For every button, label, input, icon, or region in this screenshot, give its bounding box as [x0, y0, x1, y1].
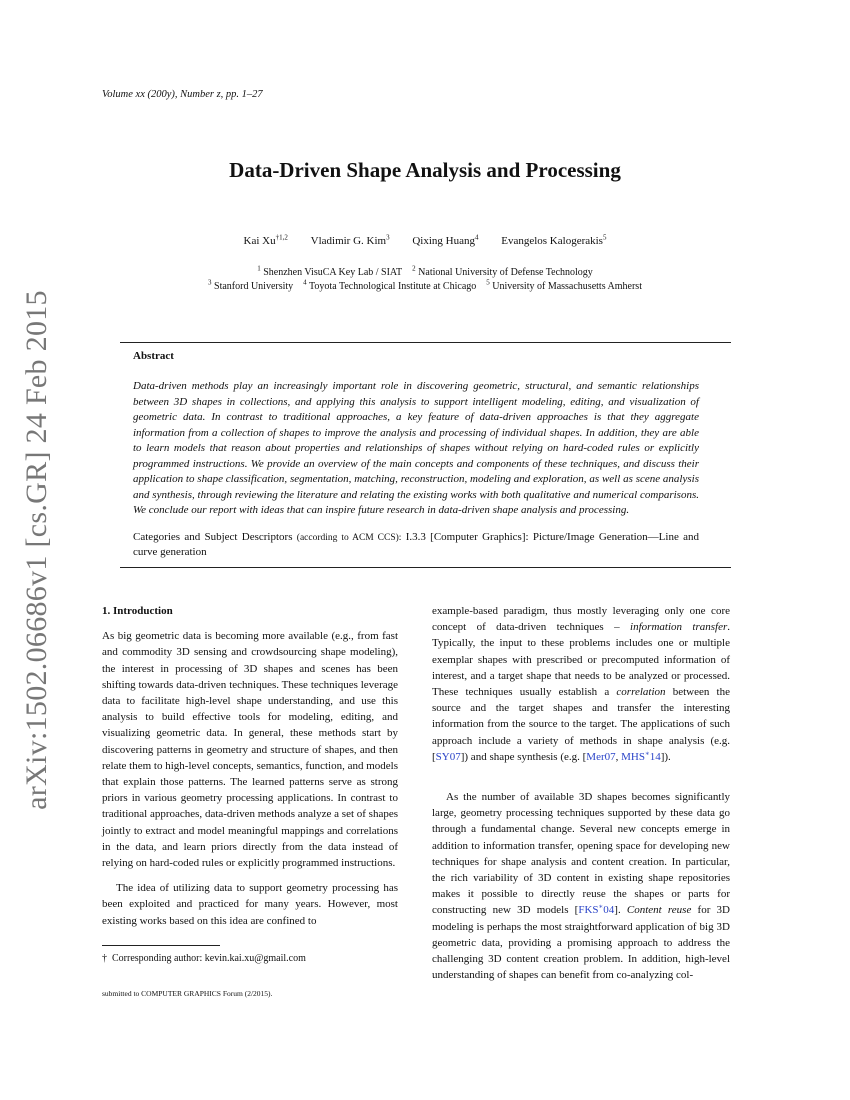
journal-volume-line: Volume xx (200y), Number z, pp. 1–27	[102, 89, 263, 100]
categories-label: Categories and Subject Descriptors	[133, 531, 293, 543]
intro-paragraph-2: The idea of utilizing data to support geometry processing has been exploited and practiced for many years. However, most existing works based on this idea are confined to	[102, 882, 398, 927]
affiliation-name: Stanford University	[214, 281, 294, 292]
affiliations-line-1	[0, 264, 850, 278]
section-heading-introduction: 1. Introduction	[102, 605, 173, 617]
author	[501, 235, 606, 247]
abstract-bottom-rule	[120, 567, 731, 568]
acm-categories	[133, 530, 699, 559]
affiliation-name: Shenzhen VisuCA Key Lab / SIAT	[263, 267, 403, 278]
affiliation-mark: 3	[208, 278, 212, 287]
author	[412, 235, 478, 247]
categories-note: (according to ACM CCS):	[296, 533, 402, 543]
citation-link[interactable]: FKS∗04	[578, 902, 615, 917]
affiliation-name: National University of Defense Technology	[418, 267, 593, 278]
footnote-mark: †	[102, 953, 107, 964]
author-affiliation-mark: †1,2	[275, 233, 288, 242]
author	[311, 235, 390, 247]
abstract-top-rule	[120, 342, 731, 343]
intro-paragraph-4: As the number of available 3D shapes becomes significantly large, geometry processing techniques supported by these data go through a fundamental change. Several new concepts emerge in addition to information transfer, opening space for developing new techniques for shape analysis and content creation. In particular, the rich variability of 3D content in existing shape repositories makes it possible to directly reuse the shapes or parts for constructing new 3D models [FKS∗04]. Content reuse for 3D modeling is perhaps the most straightforward application of big 3D geometric data, providing a promising approach to address the challenging 3D content creation problem. In addition, high-level understanding of shapes can benefit from co-analyzing col-	[432, 791, 730, 982]
author-affiliation-mark: 5	[602, 233, 607, 242]
citation-link[interactable]: SY07	[435, 750, 461, 763]
affiliation-name: Toyota Technological Institute at Chicago	[309, 281, 477, 292]
affiliation-mark: 4	[303, 278, 307, 287]
citation-link[interactable]: MHS∗14	[621, 749, 661, 763]
author-affiliation-mark: 3	[386, 233, 390, 242]
intro-paragraph-1: As big geometric data is becoming more available (e.g., from fast and commodity 3D sensing and crowdsourcing shape modeling), the interest in processing of 3D shapes and scenes has been shifting towards data-driven techniques. These techniques leverage data to facilitate high-level shape understanding, and use this analysis to build effective tools for modeling, editing, and visualizing geometric data. In general, these methods start by discovering patterns in geometry and structure of shapes, and then relate them to high-level concepts, semantics, function, and models that explain those patterns. The learned patterns serve as strong priors in various geometry processing applications. In contrast to traditional approaches, data-driven methods analyze a set of shapes jointly to extract and model meaningful mappings and correlations in the data, and learn priors directly from the data instead of relying on hard-coded rules or explicitly programmed instructions.	[102, 630, 398, 870]
left-column	[102, 603, 398, 929]
submission-footer: submitted to COMPUTER GRAPHICS Forum (2/2015).	[102, 989, 273, 998]
paper-title: Data-Driven Shape Analysis and Processing	[229, 158, 621, 182]
author-name: Kai Xu	[243, 235, 276, 247]
intro-paragraph-3: example-based paradigm, thus mostly leveraging only one core concept of data-driven techniques – information transfer. Typically, the input to these problems includes one or multiple exemplar shapes with prescribed or precomputed information of interest, and a target shape that needs to be analyzed or processed. These techniques usually establish a correlation between the source and the target shapes and transfer the interesting information from the source to the target. The applications of such approach include a variety of methods in shape analysis (e.g. [SY07]) and shape synthesis (e.g. [Mer07, MHS∗14]).	[432, 605, 730, 763]
footnote	[102, 953, 306, 964]
right-column	[432, 603, 730, 983]
abstract-text: Data-driven methods play an increasingly important role in discovering geometric, structural, and semantic relationships between 3D shapes in collections, and applying this analysis to support intelligent modeling, editing, and visualization of geometric data. In contrast to traditional approaches, a key feature of data-driven approaches is that they aggregate information from a collection of shapes to improve the analysis and processing of individual shapes. In addition, they are able to learn models that reason about properties and relationships of shapes without relying on hard-coded rules or explicitly programmed instructions. We provide an overview of the main concepts and components of these techniques, and discuss their application to shape classification, segmentation, matching, reconstruction, modeling and exploration, as well as scene analysis and synthesis, through reviewing the literature and relating the existing works with both qualitative and numerical comparisons. We conclude our report with ideas that can inspire future research in data-driven shape analysis and processing.	[133, 380, 699, 516]
footnote-text: Corresponding author: kevin.kai.xu@gmail.com	[112, 953, 306, 964]
author-name: Qixing Huang	[412, 235, 475, 247]
author-affiliation-mark: 4	[474, 233, 479, 242]
citation-link[interactable]: Mer07	[586, 750, 616, 763]
affiliation-mark: 2	[412, 264, 416, 273]
author-name: Vladimir G. Kim	[310, 235, 387, 247]
affiliation-name: University of Massachusetts Amherst	[492, 281, 642, 292]
author-name: Evangelos Kalogerakis	[501, 235, 603, 247]
affiliation-mark: 5	[486, 278, 490, 287]
author	[244, 235, 288, 247]
abstract-heading: Abstract	[133, 350, 174, 362]
arxiv-id: arXiv:1502.06686v1 [cs.GR] 24 Feb 2015	[20, 290, 53, 810]
affiliation-mark: 1	[257, 264, 261, 273]
footnote-rule	[102, 945, 220, 946]
affiliations-line-2	[0, 278, 850, 292]
categories-text: I.3.3 [Computer Graphics]: Picture/Image Generation—Line and curve generation	[133, 531, 700, 558]
author-list	[0, 235, 850, 247]
